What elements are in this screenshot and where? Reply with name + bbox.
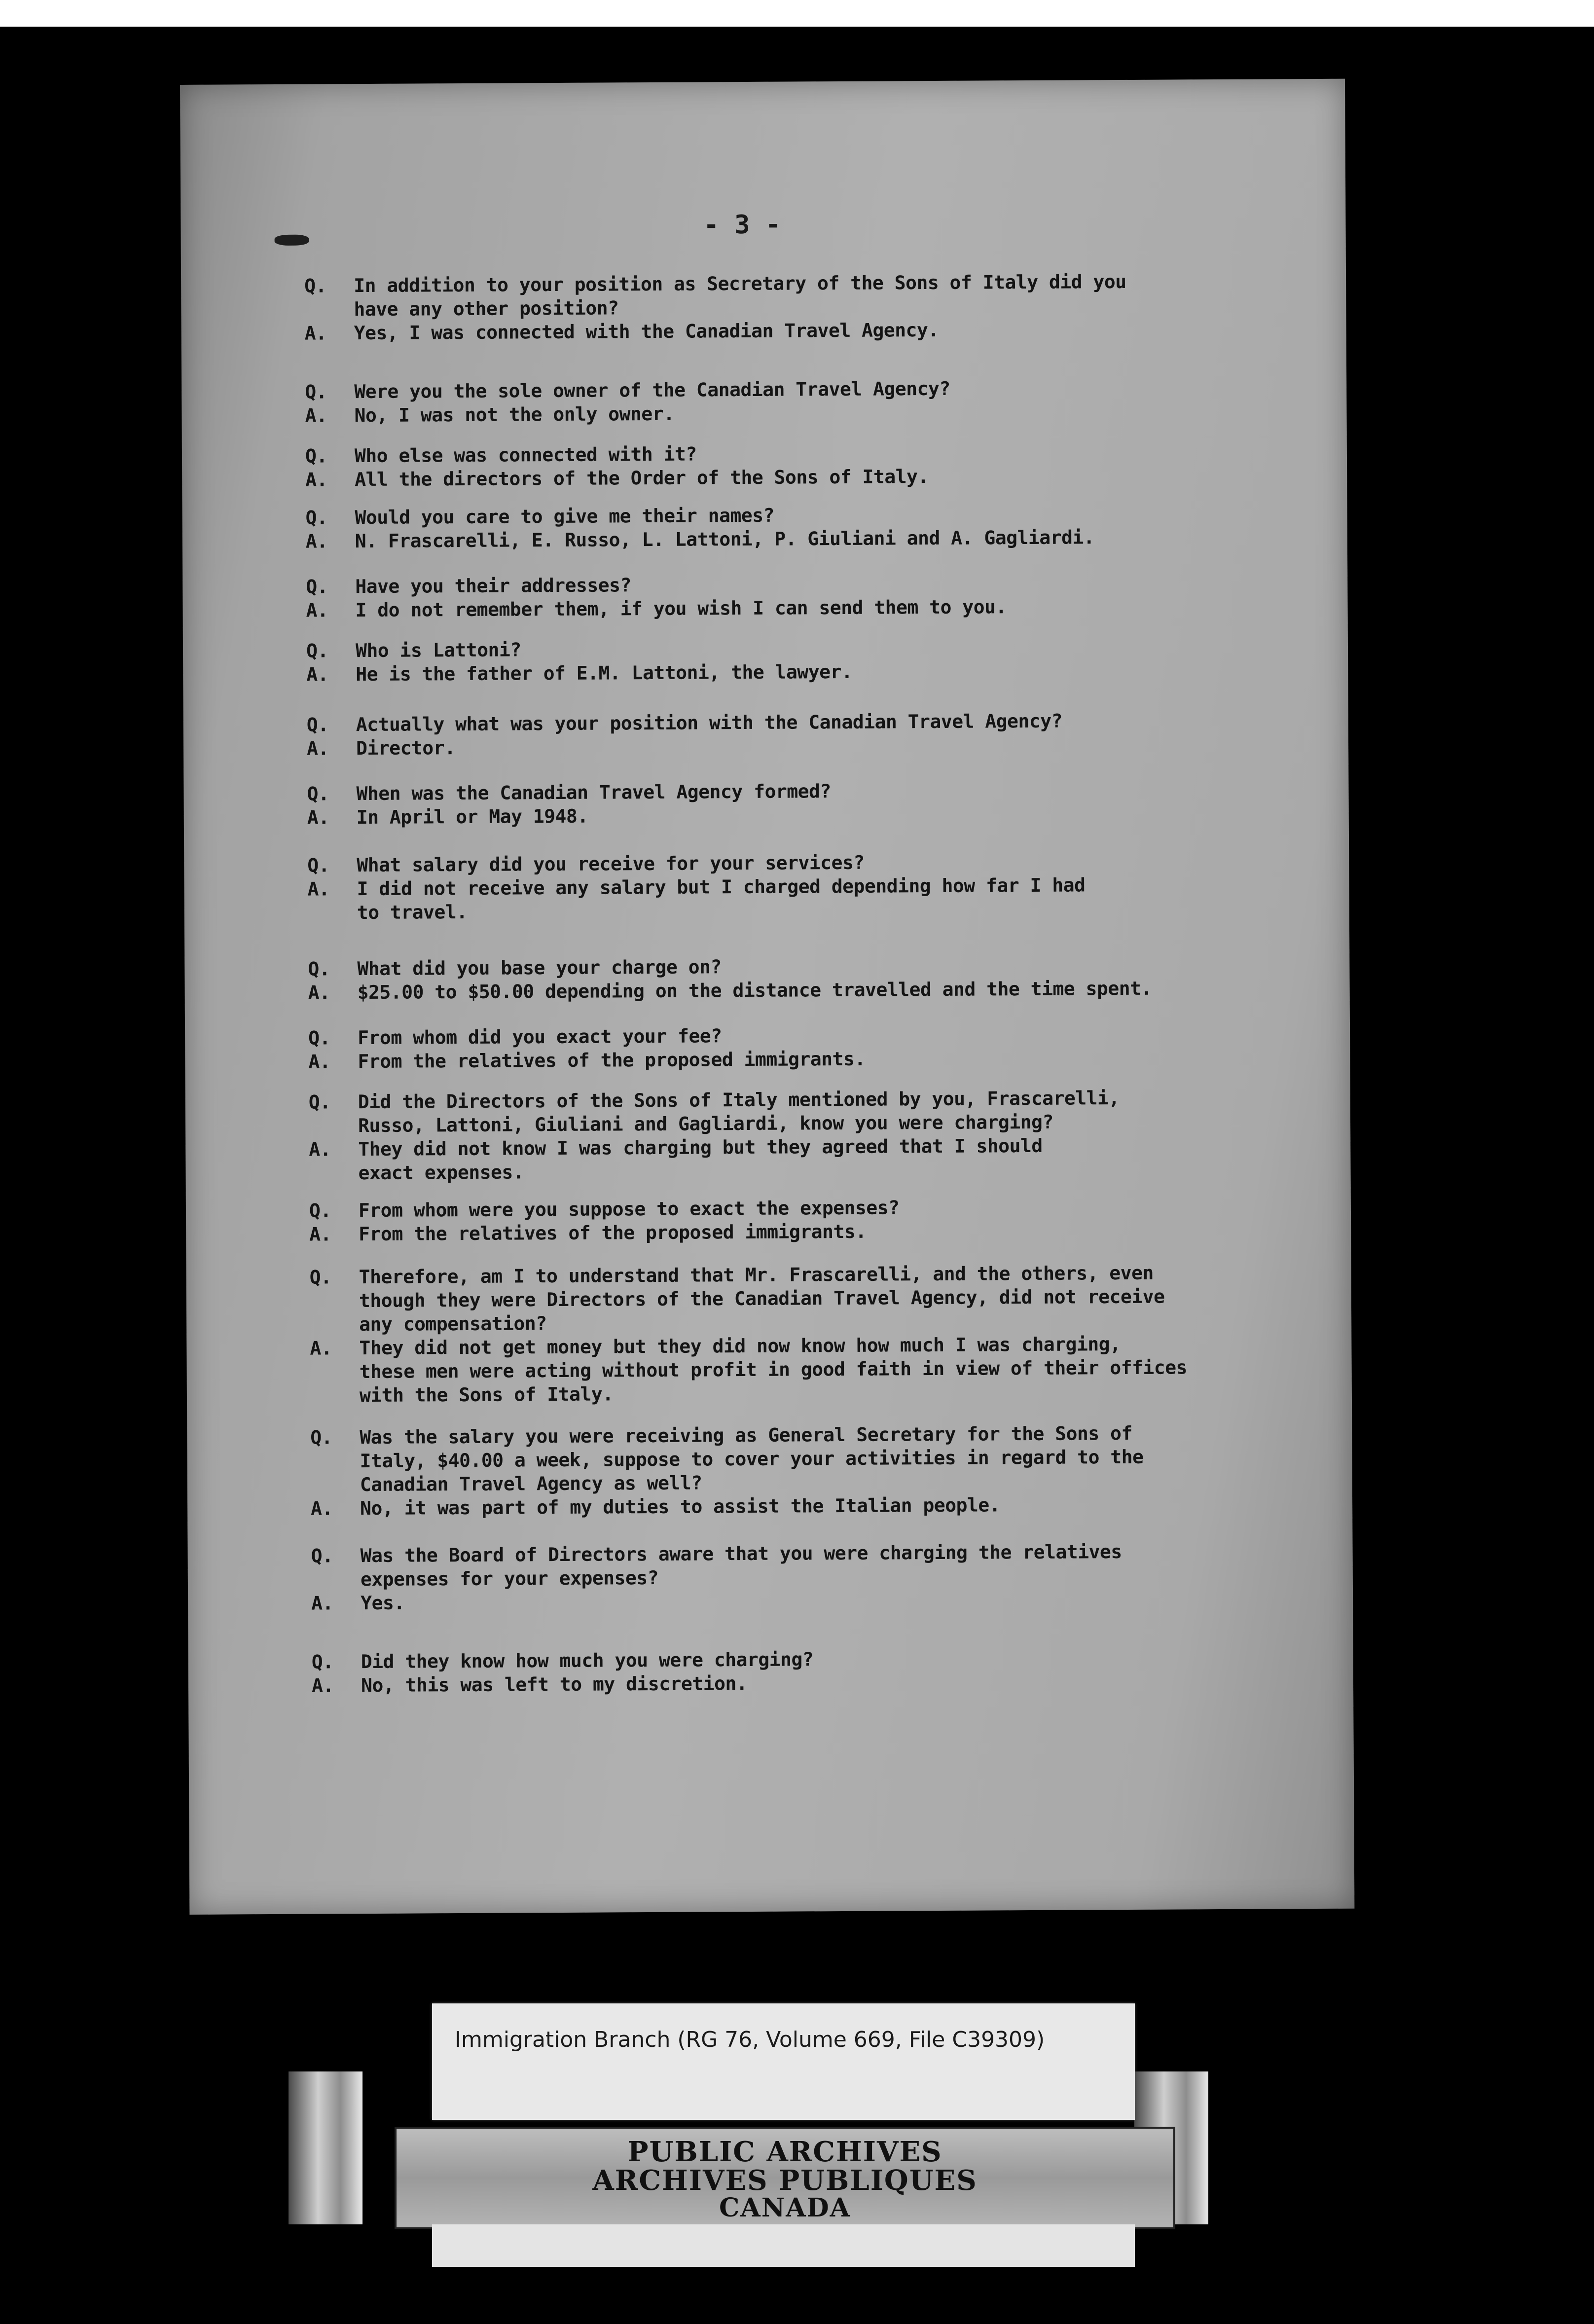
answer-line — [309, 1217, 1276, 1246]
answer-mark-label: A. — [306, 599, 328, 621]
answer-mark-label: A. — [305, 530, 328, 552]
qa-exchange — [305, 501, 1272, 553]
answer-text: Yes. — [361, 1592, 405, 1614]
transcript-body — [180, 79, 1345, 1697]
answer-text: He is the father of E.M. Lattoni, the lawyer. — [356, 660, 853, 686]
qa-exchange — [306, 634, 1273, 686]
qa-exchange — [305, 375, 1271, 427]
answer-line — [310, 1379, 1277, 1407]
question-mark-label: Q. — [305, 381, 327, 403]
answer-text: From the relatives of the proposed immigrants. — [359, 1220, 867, 1245]
question-mark-label: Q. — [311, 1651, 334, 1673]
archive-label-lower — [432, 2224, 1135, 2267]
answer-text: exact expenses. — [358, 1161, 524, 1184]
question-text: From whom did you exact your fee? — [358, 1025, 722, 1049]
answer-mark-label: A. — [307, 806, 329, 829]
question-mark-label: Q. — [308, 1027, 331, 1049]
answer-mark-label: A. — [310, 1337, 332, 1359]
ink-smudge — [275, 235, 309, 246]
qa-exchange — [305, 439, 1272, 491]
stamp-line-3: CANADA — [719, 2193, 851, 2223]
qa-exchange — [308, 952, 1274, 1004]
page-number: - 3 - — [703, 210, 781, 240]
question-mark-label: Q. — [311, 1545, 333, 1567]
question-mark-label: Q. — [309, 1266, 332, 1288]
archive-stamp — [395, 2127, 1175, 2229]
qa-exchange — [304, 269, 1271, 345]
answer-text: $25.00 to $50.00 depending on the distance travelled and the time spent. — [357, 977, 1152, 1004]
question-mark-label: Q. — [304, 275, 327, 297]
answer-mark-label: A. — [311, 1497, 333, 1520]
qa-exchange — [307, 848, 1274, 924]
question-mark-label: Q. — [307, 854, 330, 876]
qa-exchange — [306, 570, 1272, 622]
answer-text: No, this was left to my discretion. — [361, 1672, 748, 1697]
answer-text: N. Frascarelli, E. Russo, L. Lattoni, P. Giuliani and A. Gagliardi. — [355, 526, 1095, 552]
qa-exchange — [309, 1085, 1276, 1185]
question-mark-label: Q. — [306, 640, 328, 662]
question-text: What did you base your charge on? — [357, 956, 722, 980]
answer-line — [308, 896, 1274, 924]
question-text: Therefore, am I to understand that Mr. Frascarelli, and the others, even — [359, 1262, 1154, 1288]
answer-line — [312, 1669, 1278, 1697]
answer-line — [306, 657, 1273, 686]
archive-label — [432, 2003, 1135, 2120]
answer-mark-label: A. — [304, 322, 327, 344]
question-mark-label: Q. — [308, 958, 330, 980]
question-text: any compensation? — [359, 1312, 547, 1336]
question-mark-label: Q. — [310, 1426, 333, 1449]
answer-text: In April or May 1948. — [356, 805, 588, 829]
qa-exchange — [307, 708, 1273, 760]
answer-mark-label: A. — [308, 1051, 331, 1073]
answer-mark-label: A. — [307, 878, 330, 900]
question-mark-label: Q. — [305, 507, 328, 529]
question-text: In addition to your position as Secretary of the Sons of Italy did you — [354, 270, 1126, 297]
answer-line — [308, 1045, 1275, 1073]
answer-line — [305, 316, 1271, 345]
answer-mark-label: A. — [311, 1592, 334, 1614]
answer-text: Director. — [356, 737, 456, 760]
answer-text: I do not remember them, if you wish I can send them to you. — [355, 596, 1007, 621]
answer-text: with the Sons of Italy. — [359, 1383, 614, 1407]
question-text: Did the Directors of the Sons of Italy mentioned by you, Frascarelli, — [358, 1087, 1120, 1113]
archive-tab-left — [289, 2071, 362, 2224]
question-text: Actually what was your position with the Canadian Travel Agency? — [356, 710, 1063, 736]
question-text: Were you the sole owner of the Canadian Travel Agency? — [354, 377, 950, 403]
question-text: What salary did you receive for your services? — [357, 851, 865, 876]
stamp-line-1: PUBLIC ARCHIVES — [627, 2136, 942, 2168]
question-text: Who is Lattoni? — [355, 639, 521, 662]
answer-text: Yes, I was connected with the Canadian Travel Agency. — [354, 319, 939, 344]
answer-mark-label: A. — [306, 737, 329, 760]
question-text: When was the Canadian Travel Agency formed? — [356, 780, 831, 805]
question-text: Who else was connected with it? — [354, 443, 697, 467]
question-text: Have you their addresses? — [355, 574, 631, 598]
answer-mark-label: A. — [309, 1223, 332, 1245]
answer-line — [309, 1156, 1275, 1185]
qa-exchange — [309, 1194, 1276, 1246]
question-mark-label: Q. — [306, 576, 328, 598]
question-text: From whom were you suppose to exact the expenses? — [358, 1197, 900, 1222]
answer-line — [305, 463, 1272, 491]
answer-line — [306, 593, 1272, 622]
question-text: Was the salary you were receiving as General Secretary for the Sons of — [360, 1422, 1132, 1449]
answer-line — [307, 800, 1274, 829]
qa-exchange — [310, 1420, 1277, 1520]
question-mark-label: Q. — [307, 783, 329, 805]
stamp-line-2: ARCHIVES PUBLIQUES — [592, 2164, 978, 2197]
answer-line — [308, 976, 1275, 1004]
document-page — [180, 79, 1354, 1915]
answer-mark-label: A. — [306, 663, 329, 686]
answer-text: No, I was not the only owner. — [354, 402, 675, 427]
film-border — [0, 0, 1594, 27]
answer-text: They did not get money but they did now know how much I was charging, — [359, 1333, 1121, 1359]
answer-line — [311, 1491, 1277, 1520]
answer-line — [306, 524, 1272, 553]
answer-text: No, it was part of my duties to assist the Italian people. — [360, 1494, 1001, 1520]
question-mark-label: Q. — [309, 1199, 331, 1222]
question-mark-label: Q. — [305, 445, 327, 467]
answer-mark-label: A. — [311, 1674, 334, 1697]
answer-text: I did not receive any salary but I charged depending how far I had — [357, 874, 1086, 900]
question-mark-label: Q. — [306, 714, 329, 736]
qa-exchange — [312, 1645, 1278, 1697]
answer-mark-label: A. — [305, 404, 327, 427]
answer-text: these men were acting without profit in good faith in view of their offices — [359, 1356, 1188, 1383]
answer-line — [307, 731, 1273, 760]
question-text: Did they know how much you were charging? — [361, 1648, 814, 1673]
question-text: though they were Directors of the Canadian Travel Agency, did not receive — [359, 1285, 1165, 1312]
answer-text: From the relatives of the proposed immigrants. — [358, 1048, 866, 1073]
question-text: Italy, $40.00 a week, suppose to cover your activities in regard to the — [360, 1446, 1144, 1472]
question-text: Was the Board of Directors aware that you were charging the relatives — [360, 1541, 1122, 1567]
answer-mark-label: A. — [305, 469, 328, 491]
qa-exchange — [311, 1539, 1278, 1615]
question-mark-label: Q. — [308, 1091, 331, 1113]
answer-line — [311, 1586, 1278, 1615]
qa-exchange — [308, 1021, 1275, 1073]
question-text: expenses for your expenses? — [360, 1566, 659, 1591]
answer-line — [305, 399, 1271, 427]
archive-reference: Immigration Branch (RG 76, Volume 669, File C39309) — [455, 2027, 1045, 2052]
answer-text: to travel. — [357, 901, 468, 924]
answer-text: All the directors of the Order of the Sons of Italy. — [355, 466, 929, 491]
question-text: have any other position? — [354, 297, 619, 321]
qa-exchange — [307, 777, 1273, 829]
question-text: Would you care to give me their names? — [355, 504, 775, 529]
answer-mark-label: A. — [308, 981, 330, 1004]
question-text: Canadian Travel Agency as well? — [360, 1472, 702, 1496]
qa-exchange — [310, 1260, 1277, 1407]
question-text: Russo, Lattoni, Giuliani and Gagliardi, know you were charging? — [358, 1111, 1053, 1137]
answer-text: They did not know I was charging but they agreed that I should — [358, 1134, 1043, 1161]
answer-mark-label: A. — [309, 1138, 331, 1161]
